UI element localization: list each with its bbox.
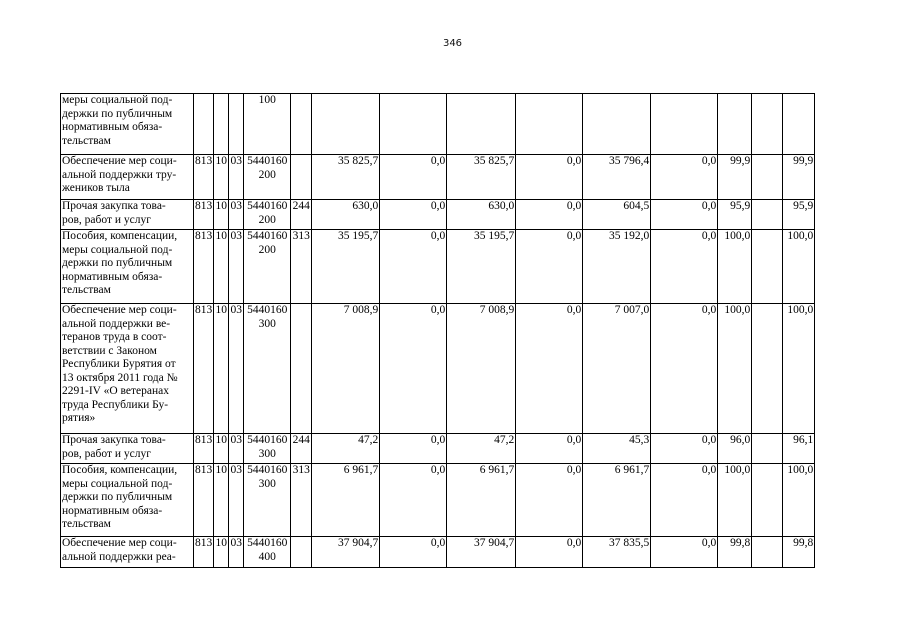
cell-v3: 630,0: [447, 200, 516, 230]
cell-v7: 99,8: [718, 537, 752, 568]
cell-v6: 0,0: [651, 155, 718, 200]
cell-gr: 813: [194, 464, 214, 537]
cell-vr: [291, 155, 312, 200]
cell-v9: 99,8: [783, 537, 815, 568]
cell-v1: 6 961,7: [312, 464, 380, 537]
cell-v1: 7 008,9: [312, 304, 380, 434]
row-name: Обеспечение мер соци- альной поддержки тру- жеников тыла: [61, 155, 194, 200]
cell-v9: 95,9: [783, 200, 815, 230]
cell-v9: 99,9: [783, 155, 815, 200]
cell-v4: 0,0: [516, 200, 583, 230]
page-number: 346: [442, 38, 463, 49]
cell-v8: [752, 464, 783, 537]
cell-v5: [583, 94, 651, 155]
cell-csr: 100: [244, 94, 291, 155]
row-name: Прочая закупка това- ров, работ и услуг: [61, 200, 194, 230]
cell-v5: 6 961,7: [583, 464, 651, 537]
cell-v5: 604,5: [583, 200, 651, 230]
cell-pr: 03: [229, 155, 244, 200]
cell-v6: 0,0: [651, 537, 718, 568]
row-name: меры социальной под- держки по публичным нормативным обяза- тельствам: [61, 94, 194, 155]
cell-v8: [752, 537, 783, 568]
cell-pr: 03: [229, 230, 244, 304]
cell-gr: 813: [194, 304, 214, 434]
cell-vr: 313: [291, 464, 312, 537]
cell-v8: [752, 155, 783, 200]
cell-v5: 35 192,0: [583, 230, 651, 304]
cell-v7: 99,9: [718, 155, 752, 200]
cell-v4: [516, 94, 583, 155]
row-name: Пособия, компенсации, меры социальной под- держки по публичным нормативным обяза- тельствам: [61, 464, 194, 537]
cell-v8: [752, 200, 783, 230]
table-row: [61, 464, 815, 537]
cell-v2: [380, 94, 447, 155]
cell-rz: 10: [214, 200, 229, 230]
cell-pr: 03: [229, 304, 244, 434]
cell-v1: 37 904,7: [312, 537, 380, 568]
cell-v5: 35 796,4: [583, 155, 651, 200]
row-name: Обеспечение мер соци- альной поддержки ве- теранов труда в соот- ветствии с Законом Республики Бурятия от 13 октября 2011 года № 2291-IV «О ветеранах труда Республики Бу- рятия»: [61, 304, 194, 434]
cell-v1: 35 825,7: [312, 155, 380, 200]
cell-csr: 5440160 300: [244, 304, 291, 434]
cell-v7: 100,0: [718, 304, 752, 434]
cell-v8: [752, 230, 783, 304]
cell-pr: 03: [229, 434, 244, 464]
cell-gr: 813: [194, 200, 214, 230]
cell-v4: 0,0: [516, 434, 583, 464]
cell-rz: 10: [214, 464, 229, 537]
cell-v9: 100,0: [783, 464, 815, 537]
cell-v1: [312, 94, 380, 155]
cell-v6: 0,0: [651, 464, 718, 537]
table-row: [61, 537, 815, 568]
cell-rz: [214, 94, 229, 155]
cell-rz: 10: [214, 304, 229, 434]
cell-v8: [752, 434, 783, 464]
cell-gr: 813: [194, 537, 214, 568]
cell-vr: 244: [291, 434, 312, 464]
cell-vr: [291, 537, 312, 568]
row-name: Пособия, компенсации, меры социальной под- держки по публичным нормативным обяза- тельствам: [61, 230, 194, 304]
cell-v2: 0,0: [380, 200, 447, 230]
cell-v4: 0,0: [516, 537, 583, 568]
cell-v2: 0,0: [380, 434, 447, 464]
cell-vr: 244: [291, 200, 312, 230]
cell-v3: 37 904,7: [447, 537, 516, 568]
budget-table: [60, 93, 815, 568]
table-row: [61, 155, 815, 200]
cell-v6: 0,0: [651, 200, 718, 230]
row-name: Обеспечение мер соци- альной поддержки реа-: [61, 537, 194, 568]
table-row: [61, 94, 815, 155]
table-row: [61, 200, 815, 230]
cell-v6: 0,0: [651, 434, 718, 464]
cell-v6: 0,0: [651, 230, 718, 304]
cell-gr: 813: [194, 155, 214, 200]
cell-gr: [194, 94, 214, 155]
cell-v3: 35 195,7: [447, 230, 516, 304]
cell-v9: 100,0: [783, 304, 815, 434]
cell-pr: [229, 94, 244, 155]
cell-v6: [651, 94, 718, 155]
cell-v9: 96,1: [783, 434, 815, 464]
cell-v2: 0,0: [380, 155, 447, 200]
cell-v7: 95,9: [718, 200, 752, 230]
cell-v9: [783, 94, 815, 155]
table-row: [61, 304, 815, 434]
cell-v5: 7 007,0: [583, 304, 651, 434]
cell-v7: 100,0: [718, 464, 752, 537]
row-name: Прочая закупка това- ров, работ и услуг: [61, 434, 194, 464]
cell-pr: 03: [229, 200, 244, 230]
cell-v9: 100,0: [783, 230, 815, 304]
cell-v8: [752, 94, 783, 155]
cell-v7: 100,0: [718, 230, 752, 304]
cell-v2: 0,0: [380, 464, 447, 537]
cell-v4: 0,0: [516, 155, 583, 200]
cell-v1: 47,2: [312, 434, 380, 464]
cell-csr: 5440160 200: [244, 155, 291, 200]
table-row: [61, 230, 815, 304]
cell-v8: [752, 304, 783, 434]
cell-v5: 37 835,5: [583, 537, 651, 568]
cell-csr: 5440160 300: [244, 434, 291, 464]
cell-gr: 813: [194, 434, 214, 464]
cell-pr: 03: [229, 537, 244, 568]
cell-vr: 313: [291, 230, 312, 304]
cell-vr: [291, 94, 312, 155]
cell-rz: 10: [214, 537, 229, 568]
cell-v4: 0,0: [516, 464, 583, 537]
cell-rz: 10: [214, 230, 229, 304]
cell-v3: 35 825,7: [447, 155, 516, 200]
cell-csr: 5440160 200: [244, 230, 291, 304]
cell-pr: 03: [229, 464, 244, 537]
cell-v4: 0,0: [516, 304, 583, 434]
cell-v7: [718, 94, 752, 155]
cell-csr: 5440160 300: [244, 464, 291, 537]
cell-v6: 0,0: [651, 304, 718, 434]
cell-v5: 45,3: [583, 434, 651, 464]
cell-v1: 630,0: [312, 200, 380, 230]
cell-v2: 0,0: [380, 537, 447, 568]
cell-v2: 0,0: [380, 304, 447, 434]
cell-v3: 6 961,7: [447, 464, 516, 537]
cell-vr: [291, 304, 312, 434]
cell-v1: 35 195,7: [312, 230, 380, 304]
cell-v3: [447, 94, 516, 155]
cell-v3: 47,2: [447, 434, 516, 464]
cell-v2: 0,0: [380, 230, 447, 304]
cell-csr: 5440160 200: [244, 200, 291, 230]
cell-csr: 5440160 400: [244, 537, 291, 568]
table-row: [61, 434, 815, 464]
cell-v3: 7 008,9: [447, 304, 516, 434]
cell-gr: 813: [194, 230, 214, 304]
cell-rz: 10: [214, 434, 229, 464]
cell-v7: 96,0: [718, 434, 752, 464]
cell-rz: 10: [214, 155, 229, 200]
cell-v4: 0,0: [516, 230, 583, 304]
